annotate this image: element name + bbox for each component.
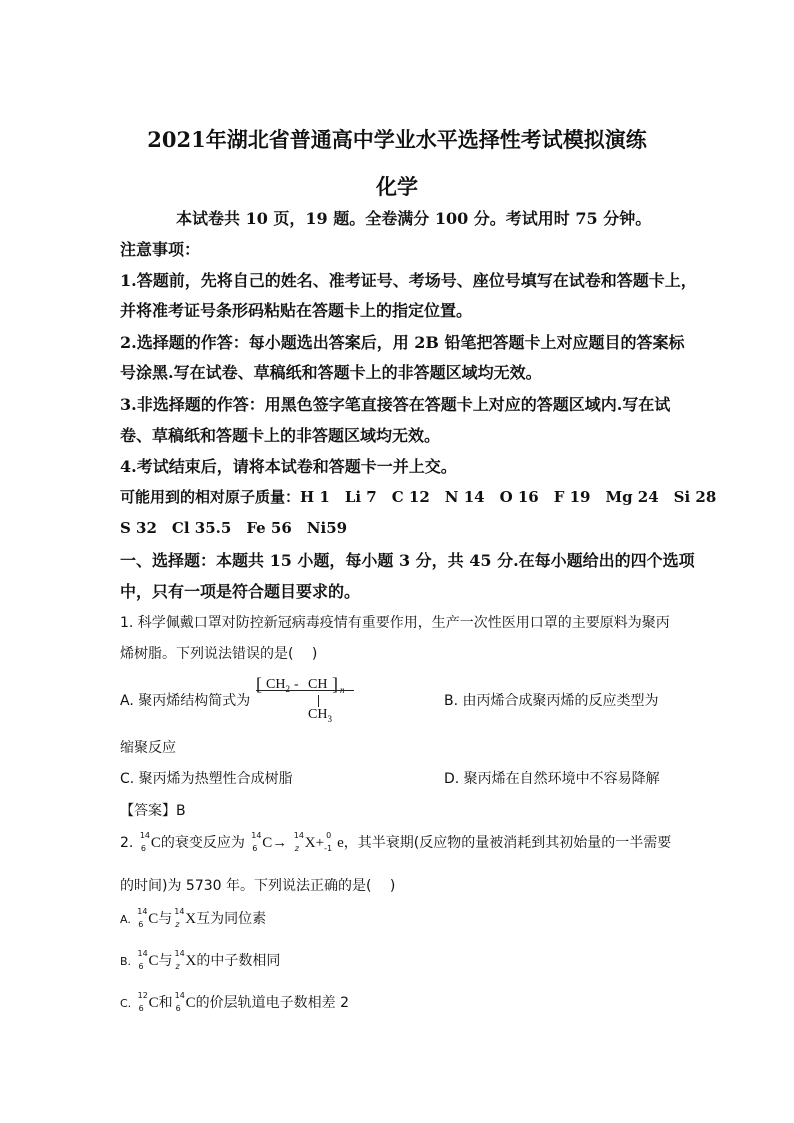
q1-option-b: B. 由丙烯合成聚丙烯的反应类型为	[444, 693, 659, 709]
section-heading: 中，只有一项是符合题目要求的。	[120, 582, 361, 601]
formula-bracket-close: ]	[332, 674, 338, 694]
q2-stem: 2. 14 6 C的衰变反应为 14 6 C→ 14 z X+ 0 -1 e，其半衰期(反应物的量被消耗到其初始量的一半需要	[120, 831, 672, 853]
atomic-masses-line: 可能用到的相对原子质量：H 1 Li 7 C 12 N 14 O 16 F 19 Mg 24 Si 28	[120, 488, 717, 506]
q2-option-c: C. 12 6 C和 14 6 C的价层轨道电子数相差 2	[120, 991, 350, 1013]
formula-ch: CH	[308, 677, 328, 692]
q2-option-b: B. 14 6 C与 14 z X的中子数相同	[120, 949, 281, 971]
polypropylene-formula	[256, 674, 356, 734]
isotope-e: 0 -1	[324, 831, 333, 853]
q1-stem: 1. 科学佩戴口罩对防控新冠病毒疫情有重要作用，生产一次性医用口罩的主要原料为聚丙	[120, 615, 670, 631]
formula-subscript-n: n	[340, 685, 345, 695]
note-line: 号涂黑.写在试卷、草稿纸和答题卡上的非答题区域均无效。	[120, 363, 542, 382]
q1-stem: 烯树脂。下列说法错误的是( )	[120, 646, 318, 662]
note-line: 4.考试结束后，请将本试卷和答题卡一并上交。	[120, 457, 457, 476]
formula-ch2: $CH_2$	[266, 677, 290, 694]
notes-heading: 注意事项：	[120, 240, 201, 259]
q1-answer: 【答案】B	[120, 803, 186, 819]
subject-title: 化学	[376, 174, 418, 199]
note-line: 1.答题前，先将自己的姓名、准考证号、考场号、座位号填写在试卷和答题卡上，	[120, 271, 697, 290]
note-line: 3.非选择题的作答：用黑色签字笔直接答在答题卡上对应的答题区域内.写在试	[120, 395, 671, 414]
note-line: 2.选择题的作答：每小题选出答案后，用 2B 铅笔把答题卡上对应题目的答案标	[120, 333, 685, 352]
arrow-icon: →	[272, 835, 288, 851]
q1-option-d: D. 聚丙烯在自然环境中不容易降解	[444, 771, 660, 787]
note-line: 卷、草稿纸和答题卡上的非答题区域均无效。	[120, 426, 441, 445]
isotope-c14: 14 6	[251, 831, 262, 853]
section-heading: 一、选择题：本题共 15 小题，每小题 3 分，共 45 分.在每小题给出的四个选项	[120, 551, 695, 570]
exam-intro: 本试卷共 10 页，19 题。全卷满分 100 分。考试用时 75 分钟。	[176, 209, 652, 228]
note-line: 并将准考证号条形码粘贴在答题卡上的指定位置。	[120, 301, 473, 320]
formula-dash: -	[294, 677, 299, 692]
q2-stem: 的时间)为 5730 年。下列说法正确的是( )	[120, 878, 396, 894]
formula-bond	[318, 695, 319, 707]
exam-title: 2021年湖北省普通高中学业水平选择性考试模拟演练	[147, 127, 647, 152]
formula-bracket-open: [	[256, 674, 262, 694]
formula-ch3: $CH_3$	[308, 707, 332, 724]
isotope-c14: 14 6	[139, 831, 150, 853]
q1-option-c: C. 聚丙烯为热塑性合成树脂	[120, 771, 293, 787]
q2-option-a: A. 14 6 C与 14 z X互为同位素	[120, 907, 267, 929]
q1-option-b-cont: 缩聚反应	[120, 740, 176, 756]
isotope-x: 14 z	[293, 831, 304, 853]
atomic-masses-line: S 32 Cl 35.5 Fe 56 Ni59	[120, 519, 348, 537]
q1-option-a: A. 聚丙烯结构简式为	[120, 693, 251, 709]
formula-overline	[256, 690, 354, 691]
